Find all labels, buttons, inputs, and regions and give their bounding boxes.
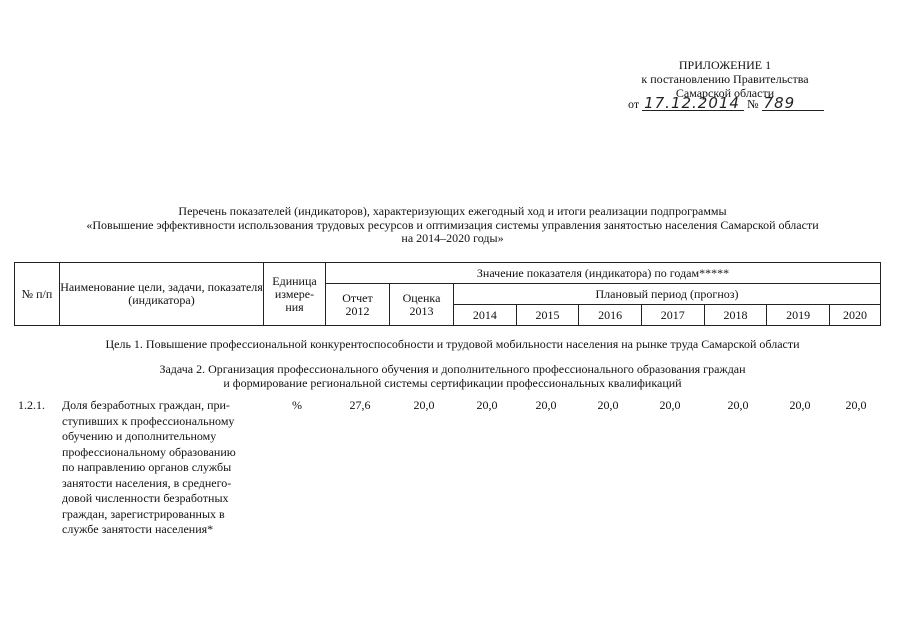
task-heading <box>20 363 885 390</box>
col-header-values-group: Значение показателя (индикатора) по годам***** <box>326 263 881 284</box>
plan-year-2017: 2017 <box>641 305 704 326</box>
plan-year-2018: 2018 <box>704 305 767 326</box>
col-header-number: № п/п <box>15 263 60 326</box>
indicator-name-line: обучению и дополнительному <box>62 429 217 443</box>
title-line-1: Перечень показателей (индикаторов), характеризующих ежегодный ход и итоги реализации подпрограммы <box>178 204 727 218</box>
value-2015: 20,0 <box>535 398 557 412</box>
col-header-plan-period: Плановый период (прогноз) <box>454 284 881 305</box>
task-line-2: и формирование региональной системы сертификации профессиональных квалификаций <box>223 375 682 390</box>
title-line-3: на 2014–2020 годы» <box>401 231 504 245</box>
row-number: 1.2.1. <box>18 398 45 412</box>
plan-year-2020: 2020 <box>830 305 881 326</box>
document-title <box>20 205 885 246</box>
appendix-title: ПРИЛОЖЕНИЕ 1 <box>678 58 772 72</box>
row-indicator-name <box>62 398 265 538</box>
unit-header-line-3: ния <box>285 299 304 314</box>
value-2018: 20,0 <box>727 398 749 412</box>
title-line-2: «Повышение эффективности использования трудовых ресурсов и оптимизация системы управления занятостью населения Самарской области <box>86 217 819 232</box>
col-header-report <box>326 284 390 326</box>
task-line-1: Задача 2. Организация профессионального обучения и дополнительного профессионального образования граждан <box>159 362 746 376</box>
value-2013: 20,0 <box>413 398 435 412</box>
indicator-name-line: занятости населения, в среднего- <box>62 475 232 490</box>
plan-year-2015: 2015 <box>516 305 579 326</box>
appendix-line-2: к постановлению Правительства <box>641 72 809 86</box>
col-header-name: Наименование цели, задачи, показателя (индикатора) <box>60 263 264 326</box>
indicator-name-line: граждан, зарегистрированных в <box>62 506 225 521</box>
estimate-label: Оценка <box>402 290 441 305</box>
value-2012: 27,6 <box>349 398 371 412</box>
indicator-name-line: Доля безработных граждан, при- <box>62 398 230 412</box>
value-2014: 20,0 <box>476 398 498 412</box>
appendix-line-3: Самарской области <box>675 86 775 100</box>
indicator-name-line: по направлению органов службы <box>62 460 232 474</box>
indicator-table-header <box>14 262 881 326</box>
indicator-name-line: довой численности безработных <box>62 491 229 505</box>
report-label: Отчет <box>342 290 373 305</box>
estimate-year: 2013 <box>409 303 434 318</box>
plan-year-2019: 2019 <box>767 305 830 326</box>
col-header-estimate <box>390 284 454 326</box>
value-2019: 20,0 <box>789 398 811 412</box>
indicator-name-line: профессиональному образованию <box>62 444 236 459</box>
handwritten-number: 789 <box>762 96 824 111</box>
unit-header-line-1: Единица <box>272 273 317 288</box>
plan-year-2016: 2016 <box>579 305 642 326</box>
number-label: № <box>747 97 759 111</box>
col-header-unit <box>264 263 326 326</box>
indicator-name-line: службе занятости населения* <box>62 522 214 536</box>
report-year: 2012 <box>345 303 370 318</box>
row-unit: % <box>292 398 302 412</box>
goal-heading: Цель 1. Повышение профессиональной конкурентоспособности и трудовой мобильности населения на рынке труда Самарской области <box>105 337 800 351</box>
value-2020: 20,0 <box>845 398 867 412</box>
value-2016: 20,0 <box>597 398 619 412</box>
signature-line <box>628 96 824 112</box>
handwritten-date: 17.12.2014 <box>642 96 744 111</box>
unit-header-line-2: измере- <box>274 286 315 301</box>
plan-year-2014: 2014 <box>454 305 517 326</box>
value-2017: 20,0 <box>659 398 681 412</box>
indicator-name-line: ступивших к профессиональному <box>62 413 235 428</box>
from-label: от <box>628 97 640 111</box>
